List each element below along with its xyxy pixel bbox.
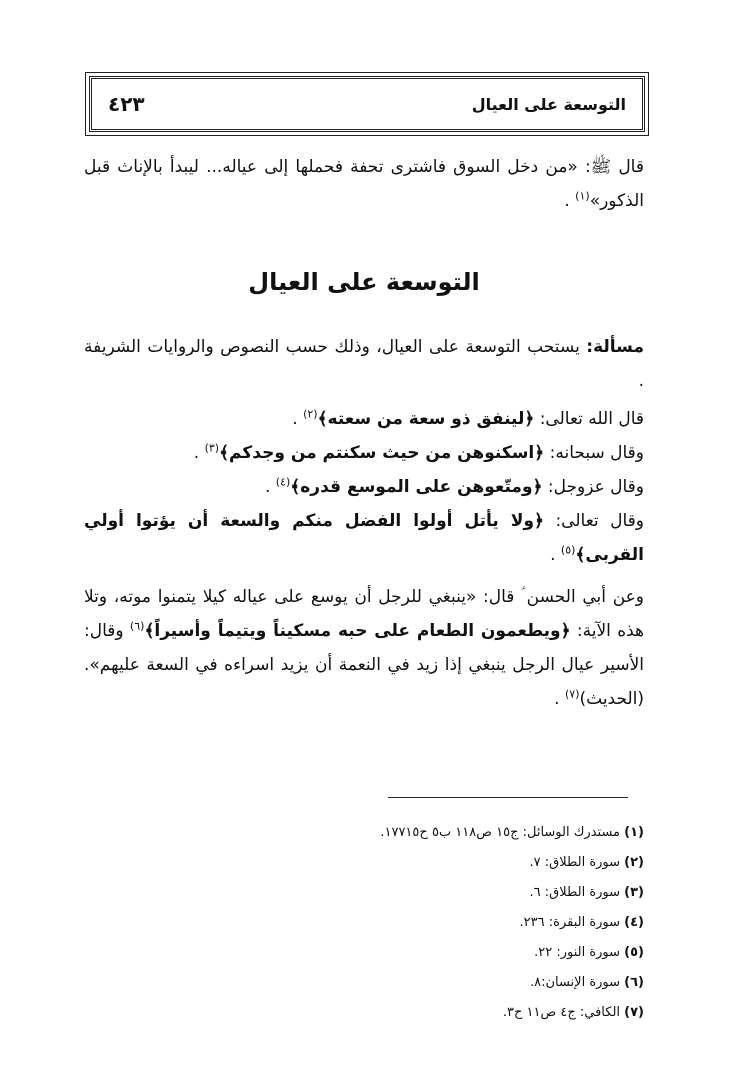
hadith-verse: ﴿ويطعمون الطعام على حبه مسكيناً ويتيماً وأسيراً﴾ [144,621,571,641]
verse-1-quote: ﴿لينفق ذو سعة من سعته﴾ [317,409,535,429]
footnote-text: سورة الإنسان:٨. [529,975,625,990]
verse-3-intro: وقال عزوجل: [542,477,644,497]
running-title: التوسعة على العيال [471,94,626,114]
footnote-ref-7: (٧) [564,687,580,701]
verse-3-end: . [264,477,276,497]
footnote-text: مستدرك الوسائل: ج١٥ ص١١٨ ب٥ ح١٧٧١٥. [380,825,625,840]
verse-4-intro: وقال تعالى: [543,511,644,531]
footnote-number: (٥) [624,945,644,960]
footnote-ref-5: (٥) [560,543,576,557]
page-number: ٤٢٣ [108,92,145,116]
footnote-number: (٤) [624,915,644,930]
hadith-paragraph [84,580,644,716]
hadith-intro: وعن أبي الحسن ؑ قال: «ينبغي للرجل أن يوسع على عياله كيلا يتمنوا موته، وتلا هذه الآية: [84,587,644,641]
verse-4-quote: ﴿ولا يأتل أولوا الفضل منكم والسعة أن يؤتوا أولي القربى﴾ [84,511,644,565]
verse-1-end: . [292,409,304,429]
main-text [84,330,644,716]
intro-paragraph [84,150,644,218]
footnote-item [84,968,644,998]
section-title: التوسعة على العيال [248,268,480,296]
footnote-text: سورة الطلاق: ٦. [529,885,625,900]
footnote-item [84,938,644,968]
footnote-ref-1: (١) [575,189,590,203]
verse-4-end: . [550,545,561,565]
intro-end: . [564,191,576,211]
verse-2-end: . [193,443,205,463]
footnote-ref-4: (٤) [275,475,291,489]
footnote-text: الكافي: ج٤ ص١١ ح٣. [502,1005,625,1020]
masala-paragraph [84,330,644,398]
verse-4 [84,504,644,572]
footnote-item [84,998,644,1028]
footnote-ref-2: (٢) [303,407,318,421]
footnote-number: (٣) [624,885,644,900]
verse-3 [84,470,644,504]
masala-label: مسألة: [586,337,644,357]
footnote-number: (٧) [624,1005,644,1020]
hadith-end: . [554,689,565,709]
hadith-rest: وقال: الأسير عيال الرجل ينبغي إذا زيد في النعمة أن يزيد اسراءه في السعة عليهم». (الحديث) [84,621,644,709]
verse-2-intro: وقال سبحانه: [544,443,644,463]
footnote-number: (٢) [624,855,644,870]
footnote-ref-6: (٦) [129,619,145,633]
footnote-text: سورة النور: ٢٢. [534,945,625,960]
page-header [89,76,645,132]
footnote-item [84,848,644,878]
footnote-number: (١) [624,825,644,840]
footnote-text: سورة الطلاق: ٧. [529,855,625,870]
footnote-ref-3: (٣) [204,441,220,455]
footnote-item [84,908,644,938]
verse-2-quote: ﴿اسكنوهن من حيث سكنتم من وجدكم﴾ [219,443,545,463]
intro-text: قال ﷺ: «من دخل السوق فاشترى تحفة فحملها إلى عياله... ليبدأ بالإناث قبل الذكور» [84,157,644,211]
footnote-item [84,818,644,848]
verse-1-intro: قال الله تعالى: [534,409,644,429]
footnote-item [84,878,644,908]
footnote-number: (٦) [624,975,644,990]
verse-2 [84,436,644,470]
masala-text: يستحب التوسعة على العيال، وذلك حسب النصوص والروايات الشريفة . [84,337,644,391]
verse-1 [84,402,644,436]
verse-3-quote: ﴿ومتّعوهن على الموسع قدره﴾ [290,477,543,497]
footnote-separator [388,797,628,798]
footnotes [84,818,644,1028]
footnote-text: سورة البقرة: ٢٣٦. [519,915,625,930]
